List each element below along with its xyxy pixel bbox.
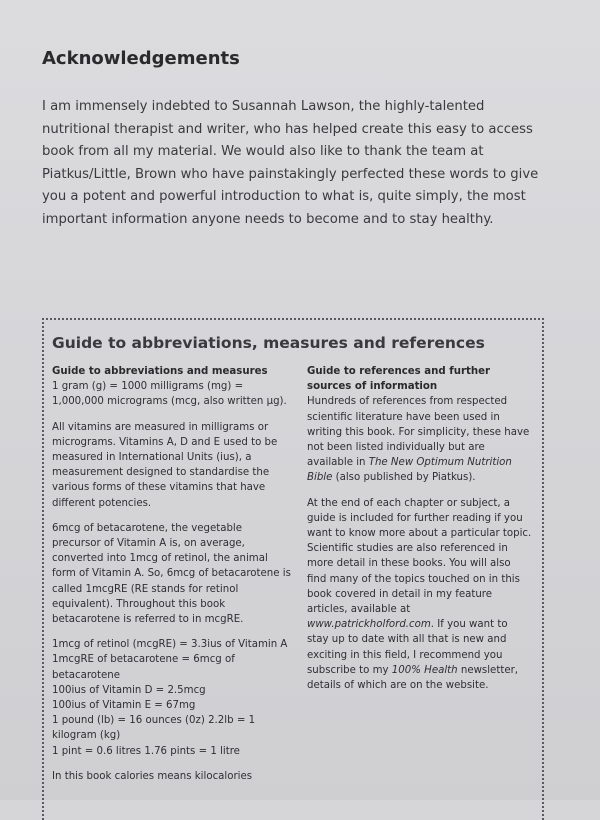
measure-line: 1mcgRE of betacarotene = 6mcg of betacarotene (52, 654, 235, 681)
betacarotene-paragraph: 6mcg of betacarotene, the vegetable precursor of Vitamin A is, on average, converted into 1mcg of retinol, the animal form of Vitamin A. So, 6mcg of betacarotene is called 1mcgRE (RE stands for retinol equivalent). Throughout this book betacarotene is referred to in mcgRE. (52, 522, 291, 626)
acknowledgements-title: Acknowledgements (42, 48, 240, 69)
book-title: The New Optimum Nutrition Bible (307, 457, 512, 484)
website-url: www.patrickholford.com (307, 619, 431, 631)
further-reading-text: . If you want to stay up to date with all that is new and exciting in this field, I recommend you subscribe to my (307, 619, 508, 676)
gram-definition: 1 gram (g) = 1000 milligrams (mg) = 1,000,000 micrograms (mcg, also written µg). (52, 381, 287, 408)
measure-line: 100ius of Vitamin E = 67mg (52, 700, 196, 712)
references-heading: Guide to references and further sources of information (307, 366, 491, 393)
abbreviations-column (52, 364, 292, 794)
references-paragraph (307, 394, 532, 485)
abbreviations-heading: Guide to abbreviations and measures (52, 366, 268, 377)
references-column (307, 364, 532, 703)
references-text: Hundreds of references from respected scientific literature have been used in writing this book. For simplicity, these have not been listed individually but are available in (307, 396, 530, 469)
vitamin-measures-paragraph: All vitamins are measured in milligrams or micrograms. Vitamins A, D and E used to be measured in International Units (ius), a measurement designed to standardise the various forms of these vitamins that have different potencies. (52, 421, 278, 509)
newsletter-name: 100% Health (391, 664, 458, 676)
acknowledgements-body: I am immensely indebted to Susannah Lawson, the highly-talented nutritional therapist and writer, who has helped create this easy to access book from all my material. We would also like to thank the team at Piatkus/Little, Brown who have painstakingly perfected these words to give you a potent and powerful introduction to what is, quite simply, the most important information anyone needs to become and to stay healthy. (42, 99, 539, 227)
measure-line: 1mcg of retinol (mcgRE) = 3.3ius of Vitamin A (52, 639, 288, 651)
guide-title: Guide to abbreviations, measures and references (52, 334, 485, 352)
measure-line: 1 pound (lb) = 16 ounces (0z) 2.2lb = 1 kilogram (kg) (52, 715, 256, 742)
guide-box (42, 318, 544, 820)
further-reading-text: newsletter, details of which are on the website. (307, 664, 519, 692)
references-text: (also published by Piatkus). (332, 472, 476, 484)
further-reading-text: At the end of each chapter or subject, a guide is included for further reading if you want to know more about a particular topic. Scientific studies are also referenced in more detail in these books. You will also find many of the topics touched on in this book covered in detail in my feature articles, available at (307, 497, 532, 616)
further-reading-paragraph (307, 496, 532, 694)
measure-line: 100ius of Vitamin D = 2.5mcg (52, 684, 206, 696)
calories-note: In this book calories means kilocalories (52, 770, 253, 782)
measure-line: 1 pint = 0.6 litres 1.76 pints = 1 litre (52, 745, 240, 757)
